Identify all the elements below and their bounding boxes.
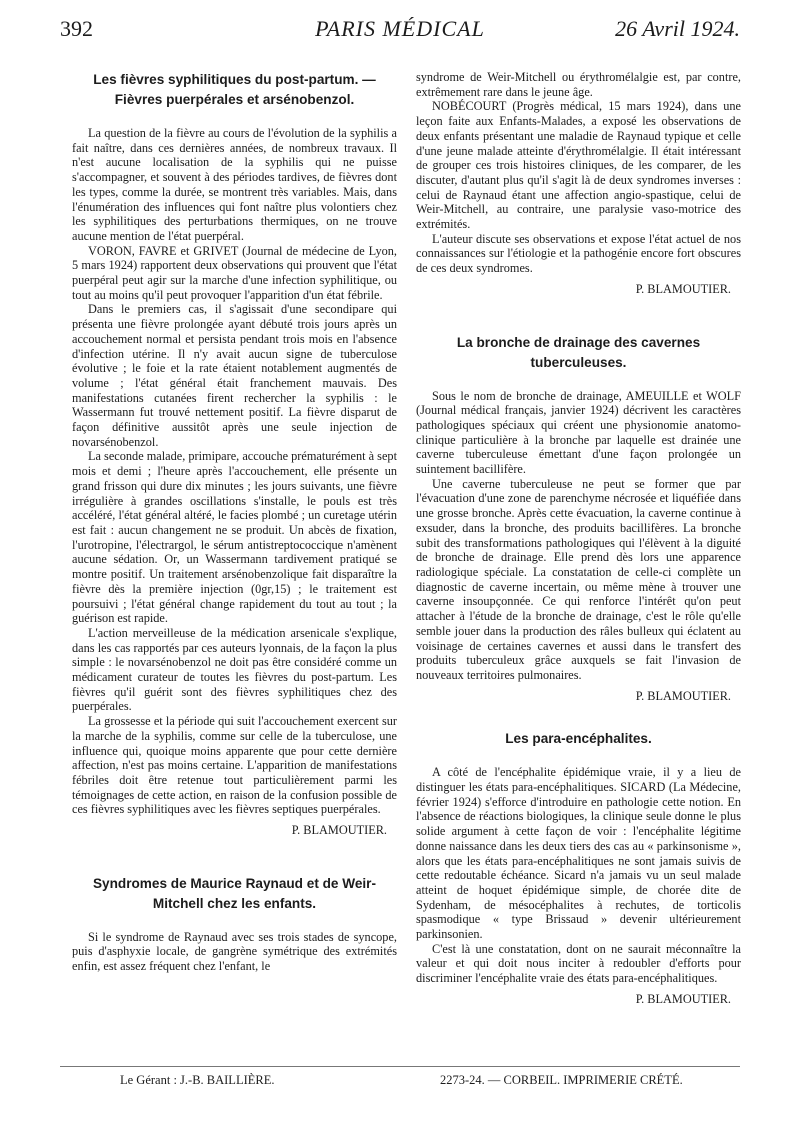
article-title: Les para-encéphalites. (505, 731, 652, 747)
paragraph: Dans le premiers cas, il s'agissait d'une secondipare qui présenta une fièvre prolongée ayant débuté trois jours après un accouchement normal et persista pendant trois mois en l'absence d'infection utérine. Il n'y avait aucun signe de tuberculose évolutive ; le foie et la rate étaient notablement augmentés de volume ; l'état général était franchement mauvais. Des manifestations cutanées firent rechercher la syphilis : le Wassermann fut trouvé nettement positif. La fièvre disparut de façon définitive aussitôt après une seule injection de novarsénobenzol. (72, 302, 397, 449)
paragraph: La grossesse et la période qui suit l'accouchement exercent sur la marche de la syphilis, comme sur celle de la tuberculose, une influence qui, quoique moins apparente que pour cette dernière affection, n'est pas moins certaine. L'apparition de manifestations fébriles doit être retenue tout particulièrement parmi les témoignages de cette action, en raison de la confusion possible de ces fièvres syphilitiques avec les fièvres septiques puerpérales. (72, 714, 397, 817)
paragraph: L'action merveilleuse de la médication arsenicale s'explique, dans les cas rapportés par ces auteurs lyonnais, de la façon la plus simple : le novarsénobenzol ne doit pas être considéré comme un médicament curateur de toutes les fièvres du post-partum. Les fièvres qu'il guérit sont des fièvres syphilitiques chez des puerpérales. (72, 625, 397, 714)
paragraph: C'est là une constatation, dont on ne saurait méconnaître la valeur et qui doit nous inciter à redoubler d'efforts pour discriminer l'encéphalite vraie des états para-encéphalitiques. (416, 941, 741, 986)
page-number: 392 (60, 16, 93, 41)
paragraph: Une caverne tuberculeuse ne peut se former que par l'évacuation d'une zone de parenchyme nécrosée et liquéfiée dans une grosse bronche. Après cette évacuation, la caverne continue à exsuder, dans la bronche, des produits bacillifères. La bronche subit des transformations pathologiques qui l'élèvent à la diguité de bronche de drainage. Elle prend dès lors une apparence radiologique spéciale. La constatation de celle-ci complète un diagnostic de caverne incertain, ou même mène à trouver une caverne insoupçonnée. Ce qui renforce l'intérêt qu'on peut attacher à l'étude de la bronche de drainage, c'est le rôle qu'elle semble jouer dans la production des râles bulleux qui éclatent au voisinage de certaines cavernes et aussi dans le transfert des produits tuberculeux grâce auxquels se fait l'invasion de nouveaux territoires pulmonaires. (416, 476, 741, 682)
page-header (60, 16, 740, 50)
paragraph: L'auteur discute ses observations et expose l'état actuel de nos connaissances sur l'étiologie et la pathogénie encore fort obscures de ces deux syndromes. (416, 231, 741, 276)
author-signature: P. BLAMOUTIER. (291, 823, 387, 838)
article-title: Syndromes de Maurice Raynaud et de Weir-Mitchell chez les enfants. (92, 875, 377, 911)
paragraph: syndrome de Weir-Mitchell ou érythromélalgie est, par contre, extrêmement rare dans le jeune âge. (416, 70, 741, 99)
article-title: Les fièvres syphilitiques du post-partum. — Fièvres puerpérales et arsénobenzol. (93, 72, 376, 107)
journal-title: PARIS MÉDICAL (315, 16, 485, 41)
author-signature: P. BLAMOUTIER. (635, 991, 731, 1006)
paragraph: La seconde malade, primipare, accouche prématurément à sept mois et demi ; l'heure après l'accouchement, elle présente un grand frisson qui dure dix minutes ; les jours suivants, une fièvre irrégulière à grandes oscillations s'installe, le pouls est très accéléré, l'état général altéré, le facies plombé ; un curetage utérin est fait : aucun changement ne se produit. Un abcès de fixation, l'urotropine, l'électrargol, le sérum antistreptococcique n'amènent aucune sédation. Or, un Wassermann tardivement pratiqué se montre positif. Un traitement arsénobenzolique fait disparaître la fièvre dès la première injection (0gr,15) ; le traitement est poursuivi ; l'état général change rapidement du tout au tout ; la guérison est rapide. (72, 449, 397, 626)
article-title: La bronche de drainage des cavernes tuberculeuses. (456, 334, 701, 370)
author-signature: P. BLAMOUTIER. (635, 281, 731, 296)
footer-rule (60, 1066, 740, 1067)
paragraph: Sous le nom de bronche de drainage, AMEUILLE et WOLF (Journal médical français, janvier 1924) décrivent les caractères pathologiques spéciaux qui créent une physionomie anatomo-clinique particulière à la bronche par laquelle est drainée une caverne tuberculeuse émettant d'une façon prolongée un suintement bacillifère. (416, 388, 741, 477)
author-signature: P. BLAMOUTIER. (635, 688, 731, 703)
paragraph: VORON, FAVRE et GRIVET (Journal de médecine de Lyon, 5 mars 1924) rapportent deux observations qui prouvent que l'état puerpéral peut agir sur la marche d'une infection syphilitique, ou tout au moins qu'il peut provoquer l'apparition d'un état fébrile. (72, 243, 397, 302)
left-column (72, 70, 397, 974)
publisher-line: Le Gérant : J.-B. BAILLIÈRE. (120, 1073, 275, 1087)
paragraph: A côté de l'encéphalite épidémique vraie, il y a lieu de distinguer les états para-encéphalitiques. SICARD (La Médecine, février 1924) s'efforce d'introduire en pathologie cette notion. En l'absence de réactions biologiques, la clinique seule donne le plus solide argument à cette façon de voir : l'encéphalite légitime donne naissance dans les deux tiers des cas au « parkinsonisme », alors que les états para-encéphalitiques ne sont jamais suivis de cette redoutable échéance. Sicard n'a jamais vu un seul malade atteint de hoquet épidémique simple, de chorée dite de Sydenham, de mésocéphalites à rechutes, de torticolis spasmodique « type Brissaud » devenir ultérieurement parkinsonien. (416, 765, 741, 942)
paragraph: NOBÉCOURT (Progrès médical, 15 mars 1924), dans une leçon faite aux Enfants-Malades, a exposé les observations de deux enfants présentant une maladie de Raynaud typique et celle d'une jeune malade atteinte d'érythromélalgie. Il était intéressant de grouper ces trois histoires cliniques, de les comparer, de les discuter, d'autant plus qu'il s'agit là de deux syndromes inverses : celui de Raynaud étant une affection angio-spastique, celui de Weir-Mitchell, au contraire, une paralysie vaso-motrice des extrémités. (416, 99, 741, 232)
paragraph: Si le syndrome de Raynaud avec ses trois stades de syncope, puis d'asphyxie locale, de gangrène symétrique des extrémités enfin, est assez fréquent chez l'enfant, le (72, 929, 397, 974)
printer-line: 2273-24. — CORBEIL. IMPRIMERIE CRÉTÉ. (440, 1073, 683, 1087)
paragraph: La question de la fièvre au cours de l'évolution de la syphilis a fait naître, dans ces dernières années, de nombreux travaux. Il n'est aucune localisation de la syphilis qui ne puisse s'accompagner, et souvent à des périodes tardives, de fièvres dont les types, comme la durée, se montrent très variables. Mais, dans l'énumération des influences qui font naître plus volontiers chez les syphilitiques des perturbations thermiques, on ne trouve aucune mention de l'état puerpéral. (72, 126, 397, 243)
issue-date: 26 Avril 1924. (615, 16, 740, 41)
right-column (416, 70, 741, 1007)
